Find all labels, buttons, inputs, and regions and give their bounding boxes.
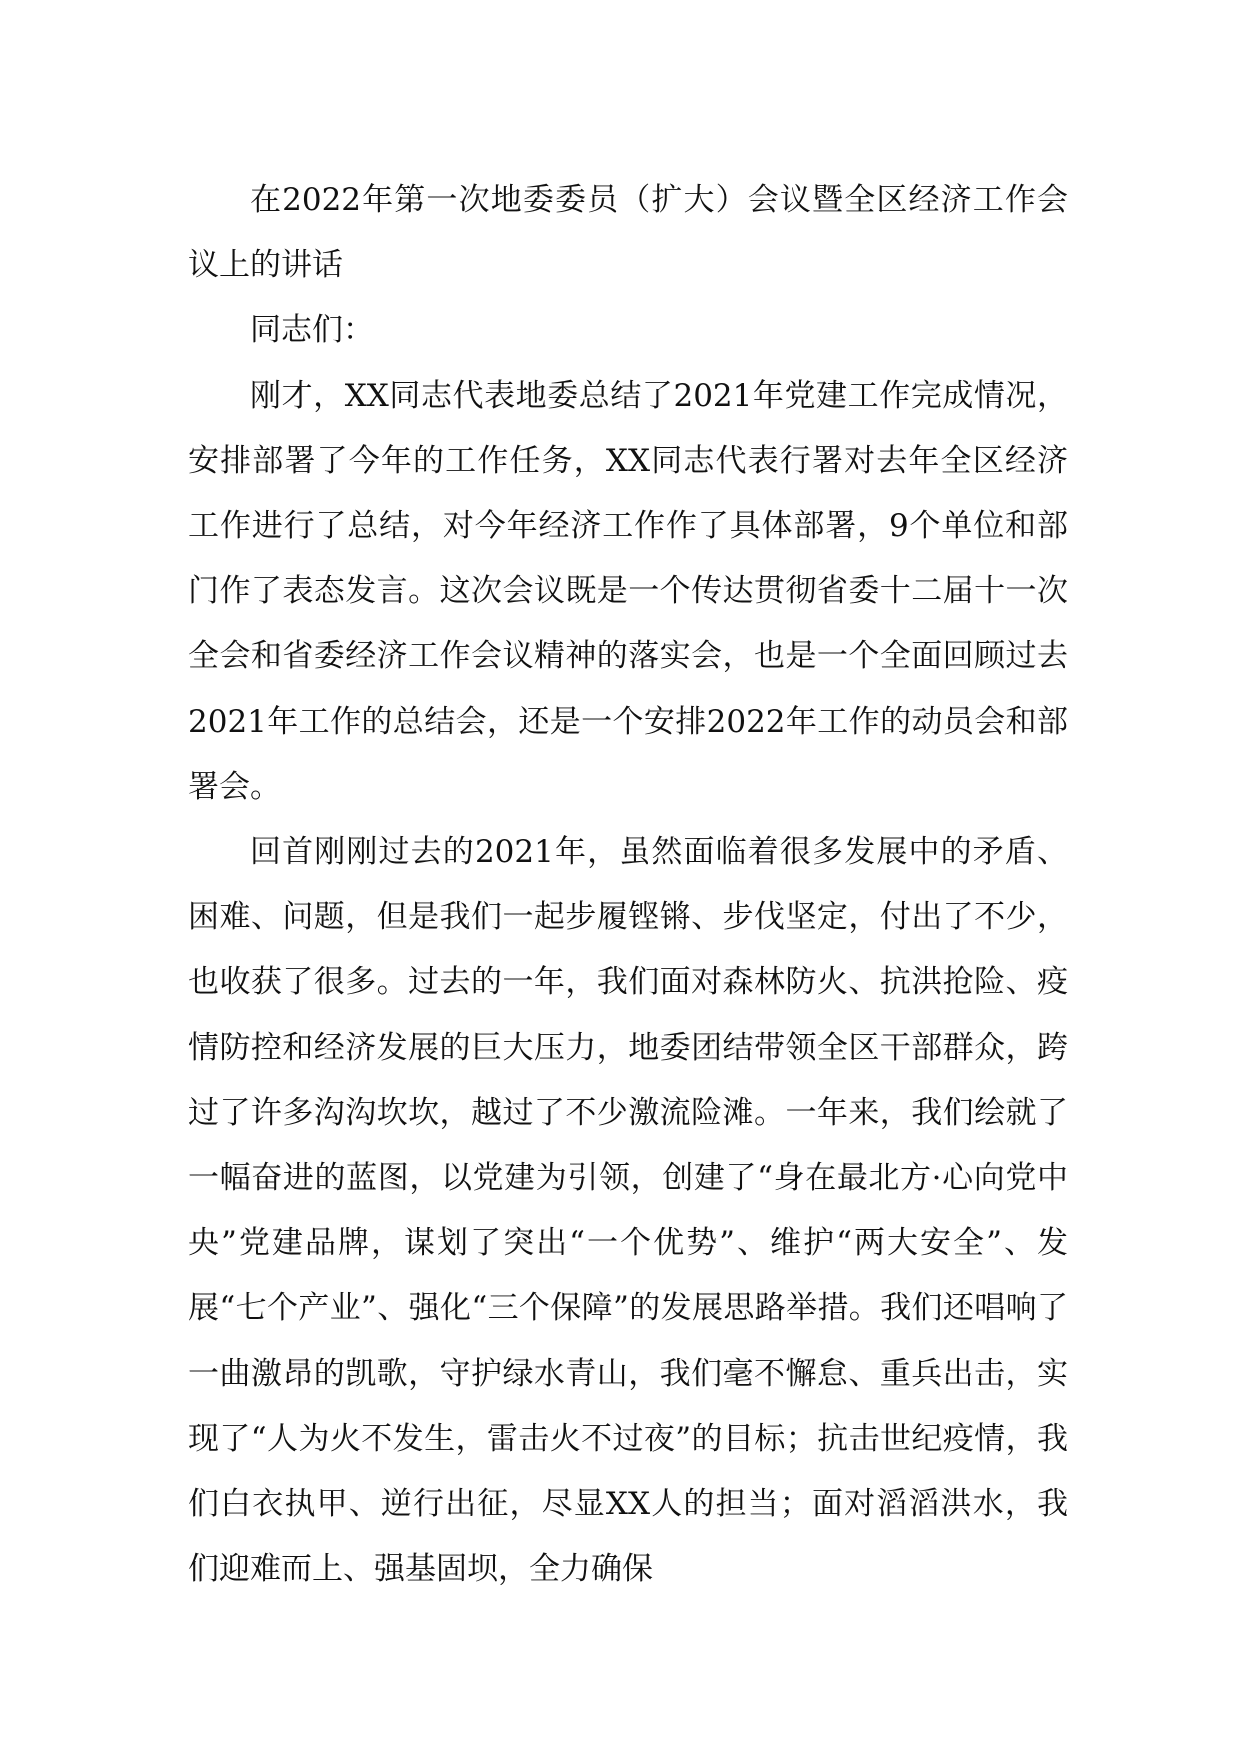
salutation: 同志们： (250, 312, 374, 349)
paragraph-2: 回首刚刚过去的2021年，虽然面临着很多发展中的矛盾、困难、问题，但是我们一起步履铿锵、步伐坚定，付出了不少，也收获了很多。过去的一年，我们面对森林防火、抗洪抢险、疫情防控和经济发展的巨大压力，地委团结带领全区干部群众，跨过了许多沟沟坎坎，越过了不少激流险滩。一年来，我们绘就了一幅奋进的蓝图，以党建为引领，创建了“身在最北方·心向党中央”党建品牌，谋划了突出“一个优势”、维护“两大安全”、发展“七个产业”、强化“三个保障”的发展思路举措。我们还唱响了一曲激昂的凯歌，守护绿水青山，我们毫不懈怠、重兵出击，实现了“人为火不发生，雷击火不过夜”的目标；抗击世纪疫情，我们白衣执甲、逆行出征，尽显XX人的担当；面对滔滔洪水，我们迎难而上、强基固坝，全力确保 (188, 834, 1068, 1588)
paragraph-1: 刚才，XX同志代表地委总结了2021年党建工作完成情况，安排部署了今年的工作任务，XX同志代表行署对去年全区经济工作进行了总结，对今年经济工作作了具体部署，9个单位和部门作了表态发言。这次会议既是一个传达贯彻省委十二届十一次全会和省委经济工作会议精神的落实会，也是一个全面回顾过去2021年工作的总结会，还是一个安排2022年工作的动员会和部署会。 (188, 377, 1068, 805)
document-body (188, 168, 1068, 1602)
document-title: 在2022年第一次地委委员（扩大）会议暨全区经济工作会议上的讲话 (188, 182, 1068, 284)
